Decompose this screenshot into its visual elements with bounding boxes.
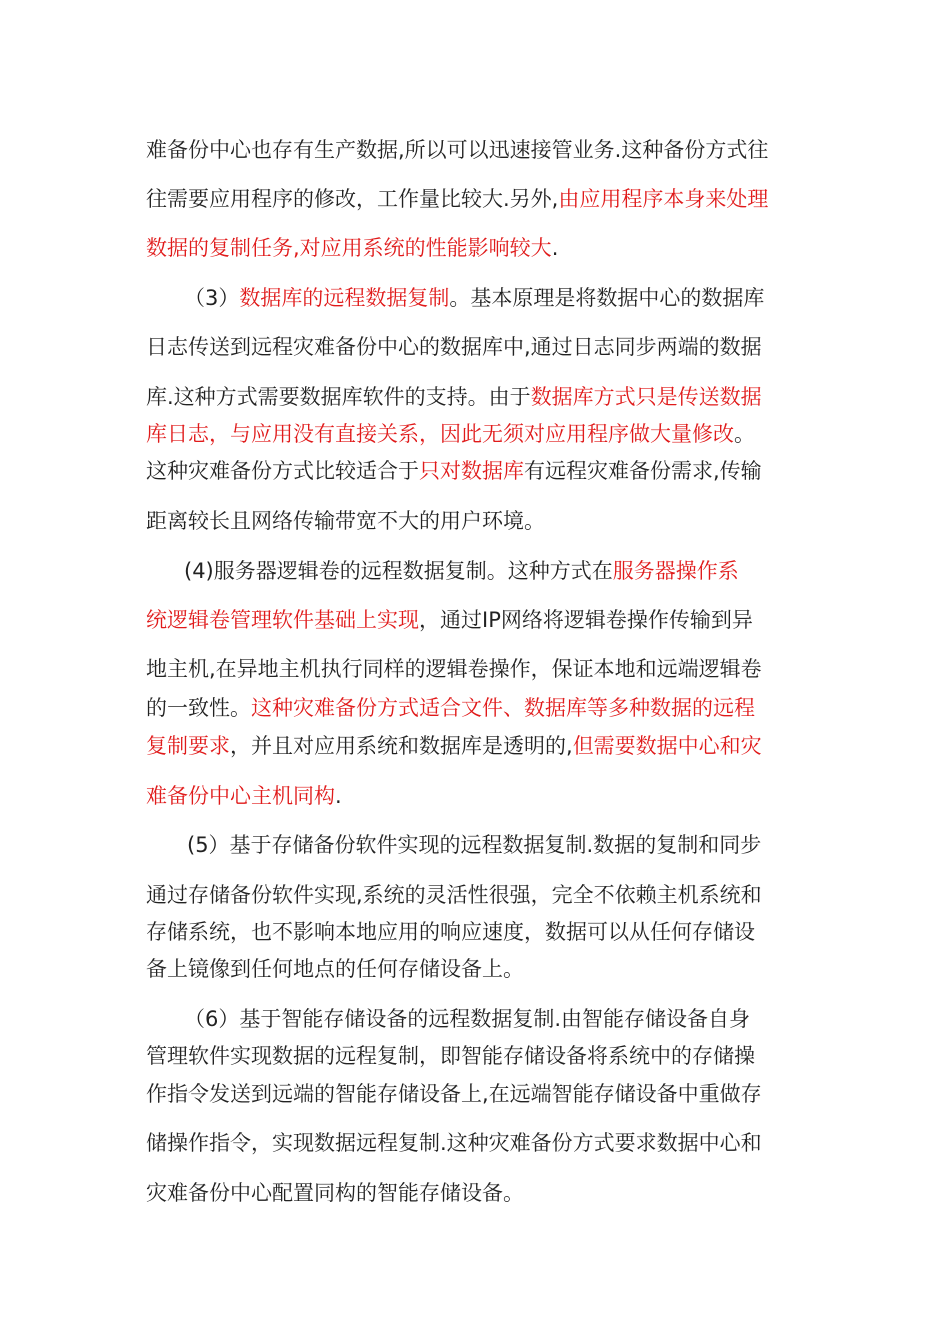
text-line [146, 508, 545, 534]
text-line [146, 783, 342, 809]
highlighted-text: 难备份中心主机同构 [146, 784, 335, 808]
text-segment: 的一致性。 [146, 696, 251, 720]
text-segment: 往需要应用程序的修改，工作量比较大.另外, [146, 187, 559, 211]
text-line [184, 1006, 750, 1032]
text-segment: . [335, 784, 342, 808]
text-segment: ，并且对应用系统和数据库是透明的, [230, 734, 573, 758]
text-segment: (5）基于存储备份软件实现的远程数据复制.数据的复制和同步 [187, 833, 762, 857]
text-segment: （3） [184, 286, 240, 310]
highlighted-text: 数据库方式只是传送数据 [530, 385, 762, 409]
text-segment: 管理软件实现数据的远程复制，即智能存储设备将系统中的存储操 [146, 1044, 755, 1068]
text-line [146, 1043, 755, 1069]
text-line [146, 733, 762, 759]
text-line [146, 695, 755, 721]
text-segment: 日志传送到远程灾难备份中心的数据库中,通过日志同步两端的数据 [146, 335, 762, 359]
text-segment: 库.这种方式需要数据库软件的支持。由于 [146, 385, 531, 409]
text-segment: ，通过IP网络将逻辑卷操作传输到异 [419, 608, 753, 632]
text-segment: 。 [734, 422, 755, 446]
text-line [146, 384, 762, 410]
highlighted-text: 只对数据库 [419, 459, 524, 483]
text-segment: 有远程灾难备份需求,传输 [524, 459, 762, 483]
text-line [184, 285, 764, 311]
text-segment: 存储系统，也不影响本地应用的响应速度，数据可以从任何存储设 [146, 920, 755, 944]
highlighted-text: 但需要数据中心和灾 [572, 734, 762, 758]
highlighted-text: 服务器操作系 [612, 559, 739, 583]
text-line [146, 1130, 762, 1156]
text-line [146, 1081, 762, 1107]
highlighted-text: 数据的复制任务,对应用系统的性能影响较大 [146, 236, 552, 260]
highlighted-text: 复制要求 [146, 734, 230, 758]
text-line [146, 882, 762, 908]
text-line [146, 607, 753, 633]
text-line [146, 186, 768, 212]
text-line [146, 656, 762, 682]
text-line [184, 558, 739, 584]
text-segment: 备上镜像到任何地点的任何存储设备上。 [146, 957, 524, 981]
text-line [146, 919, 755, 945]
text-segment: 。基本原理是将数据中心的数据库 [449, 286, 765, 310]
text-line [146, 956, 524, 982]
text-segment: (4)服务器逻辑卷的远程数据复制。这种方式在 [184, 559, 613, 583]
text-segment: 作指令发送到远端的智能存储设备上,在远端智能存储设备中重做存 [146, 1082, 762, 1106]
text-segment: （6）基于智能存储设备的远程数据复制.由智能存储设备自身 [184, 1007, 751, 1031]
text-segment: . [551, 236, 559, 260]
text-line [146, 1180, 524, 1206]
highlighted-text: 数据库的远程数据复制 [239, 286, 450, 310]
text-line [146, 235, 558, 261]
highlighted-text: 库日志，与应用没有直接关系，因此无须对应用程序做大量修改 [146, 422, 734, 446]
text-segment: 这种灾难备份方式比较适合于 [146, 459, 419, 483]
text-segment: 灾难备份中心配置同构的智能存储设备。 [146, 1181, 524, 1205]
text-segment: 通过存储备份软件实现,系统的灵活性很强，完全不依赖主机系统和 [146, 883, 762, 907]
highlighted-text: 由应用程序本身来处理 [558, 187, 769, 211]
highlighted-text: 统逻辑卷管理软件基础上实现 [146, 608, 419, 632]
text-line [146, 458, 762, 484]
text-segment: 储操作指令，实现数据远程复制.这种灾难备份方式要求数据中心和 [146, 1131, 762, 1155]
text-segment: 地主机,在异地主机执行同样的逻辑卷操作，保证本地和远端逻辑卷 [146, 657, 762, 681]
text-line [187, 832, 761, 858]
text-segment: 难备份中心也存有生产数据,所以可以迅速接管业务.这种备份方式往 [146, 138, 769, 162]
text-segment: 距离较长且网络传输带宽不大的用户环境。 [146, 509, 545, 533]
highlighted-text: 这种灾难备份方式适合文件、数据库等多种数据的远程 [251, 696, 755, 720]
text-line [146, 137, 768, 163]
text-line [146, 421, 755, 447]
text-line [146, 334, 762, 360]
